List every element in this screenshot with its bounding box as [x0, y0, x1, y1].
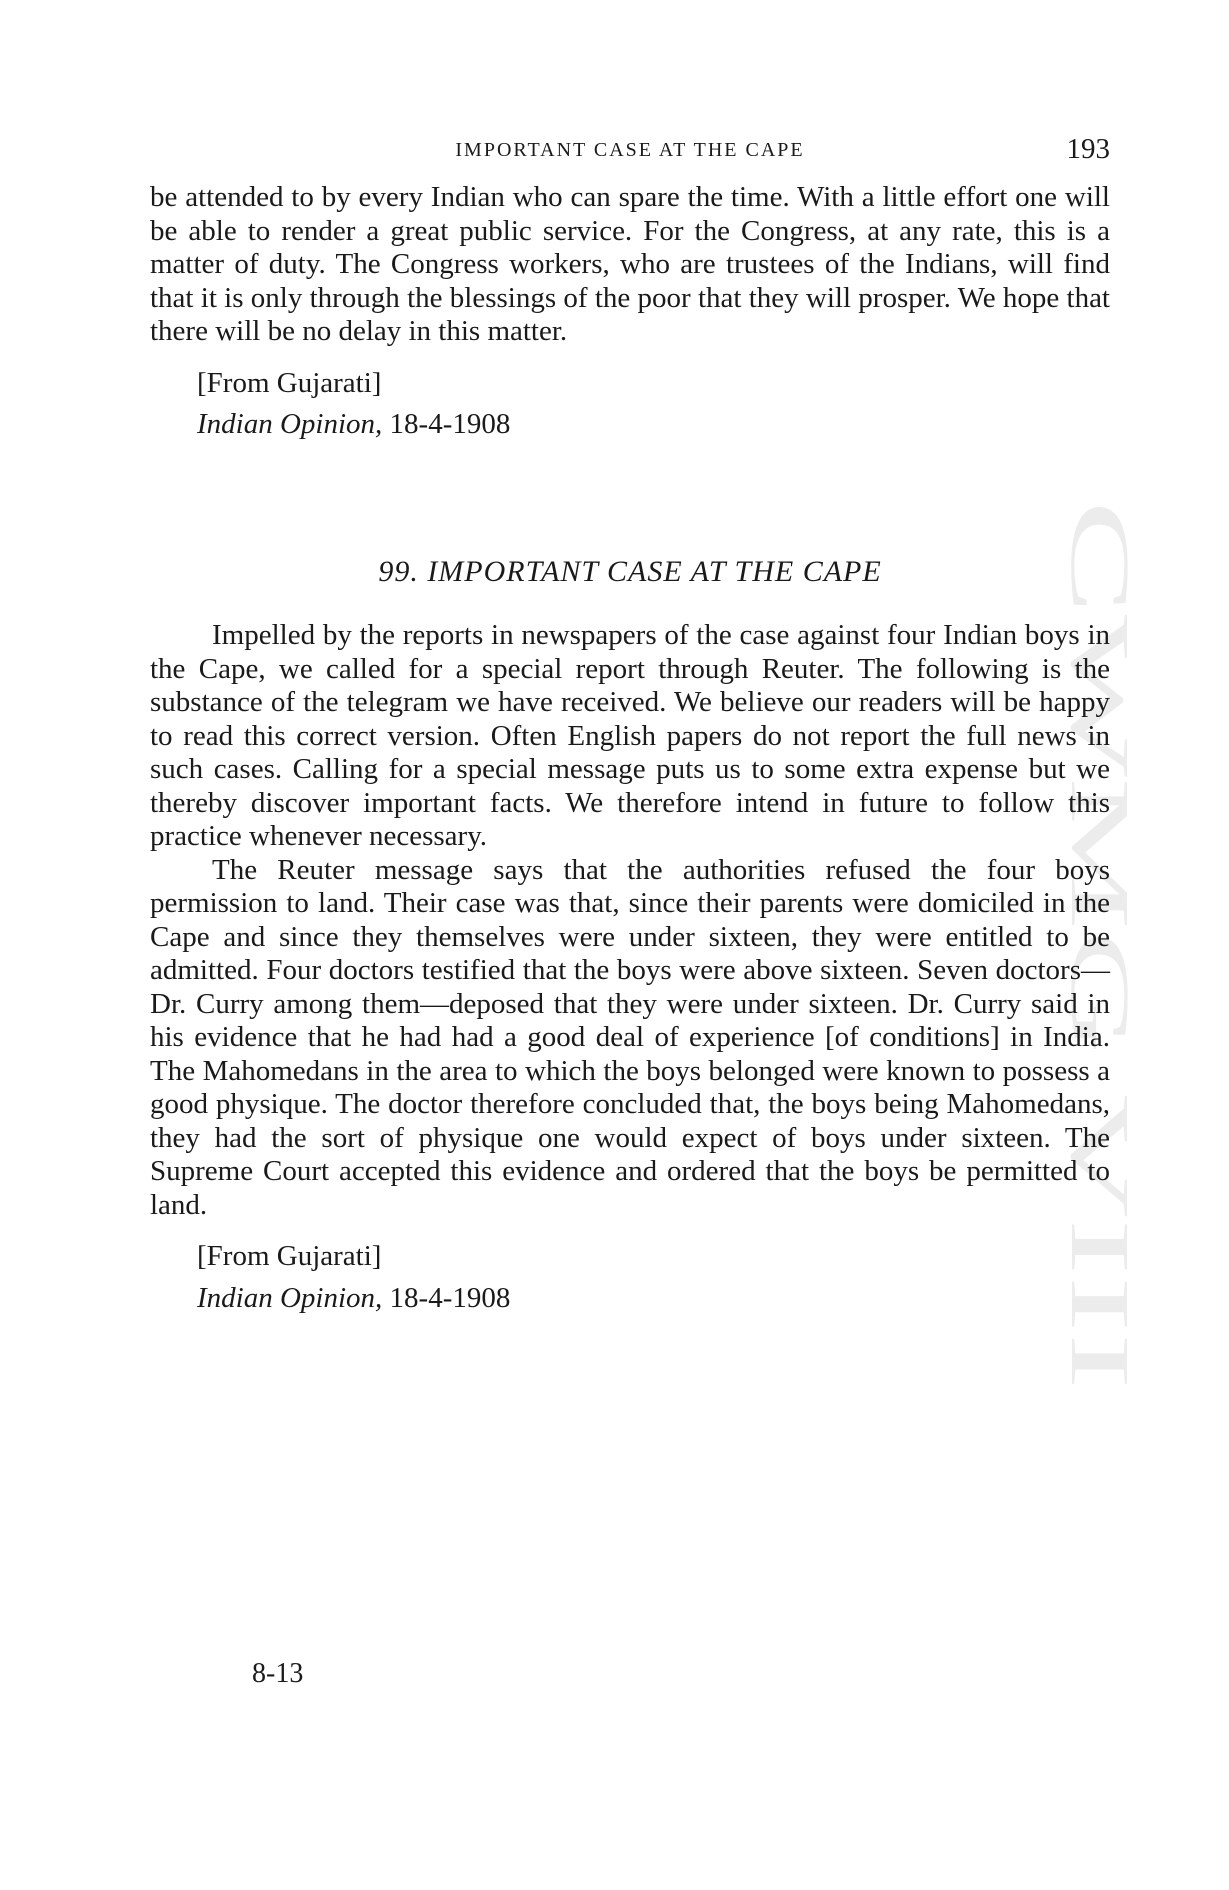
running-title: IMPORTANT CASE AT THE CAPE [455, 139, 805, 161]
continuation-block [150, 181, 1110, 442]
continuation-citation-publication: Indian Opinion, [197, 408, 383, 440]
article-body [150, 619, 1110, 1315]
continuation-paragraph: be attended to by every Indian who can spare the time. With a little effort one will be able to render a great public service. For the Congress, at any rate, this is a matter of duty. The Congress workers, who are trustees of the Indians, will find that it is only through the blessings of the poor that they will prosper. We hope that there will be no delay in this matter. [150, 181, 1110, 347]
article-citation-publication: Indian Opinion, [197, 1281, 383, 1314]
continuation-citation-date: 18-4-1908 [389, 408, 511, 440]
folio-footer: 8-13 [252, 1658, 304, 1689]
running-head [150, 133, 1110, 173]
page-number: 193 [1066, 133, 1110, 165]
continuation-source: [From Gujarati] [197, 366, 382, 399]
article-citation [197, 1282, 1110, 1316]
volume-watermark-text: CWMG VIII [1053, 500, 1146, 935]
article-title: 99. IMPORTANT CASE AT THE CAPE [378, 555, 882, 588]
continuation-citation [197, 408, 1110, 442]
article-citation-date: 18-4-1908 [389, 1281, 511, 1314]
article-paragraph: Impelled by the reports in newspapers of the case against four Indian boys in the Cape, we called for a special report through Reuter. The following is the substance of the telegram we have received. We believe our readers will be happy to read this correct version. Often English papers do not report the full news in such cases. Calling for a special message puts us to some extra expense but we thereby discover important facts. We therefore intend in future to follow this practice whenever necessary. [150, 619, 1110, 852]
article-paragraph: The Reuter message says that the authorities refused the four boys permission to land. Their case was that, since their parents were domiciled in the Cape and since they themselves were under sixteen, they were entitled to be admitted. Four doctors testified that the boys were above sixteen. Seven doctors—Dr. Curry among them—deposed that they were under sixteen. Dr. Curry said in his evidence that he had had a good deal of experience [of conditions] in India. The Mahomedans in the area to which the boys belonged were known to possess a good physique. The doctor therefore concluded that, the boys being Mahomedans, they had the sort of physique one would expect of boys under sixteen. The Supreme Court accepted this evidence and ordered that the boys be permitted to land. [150, 853, 1110, 1221]
article-source: [From Gujarati] [197, 1240, 382, 1272]
